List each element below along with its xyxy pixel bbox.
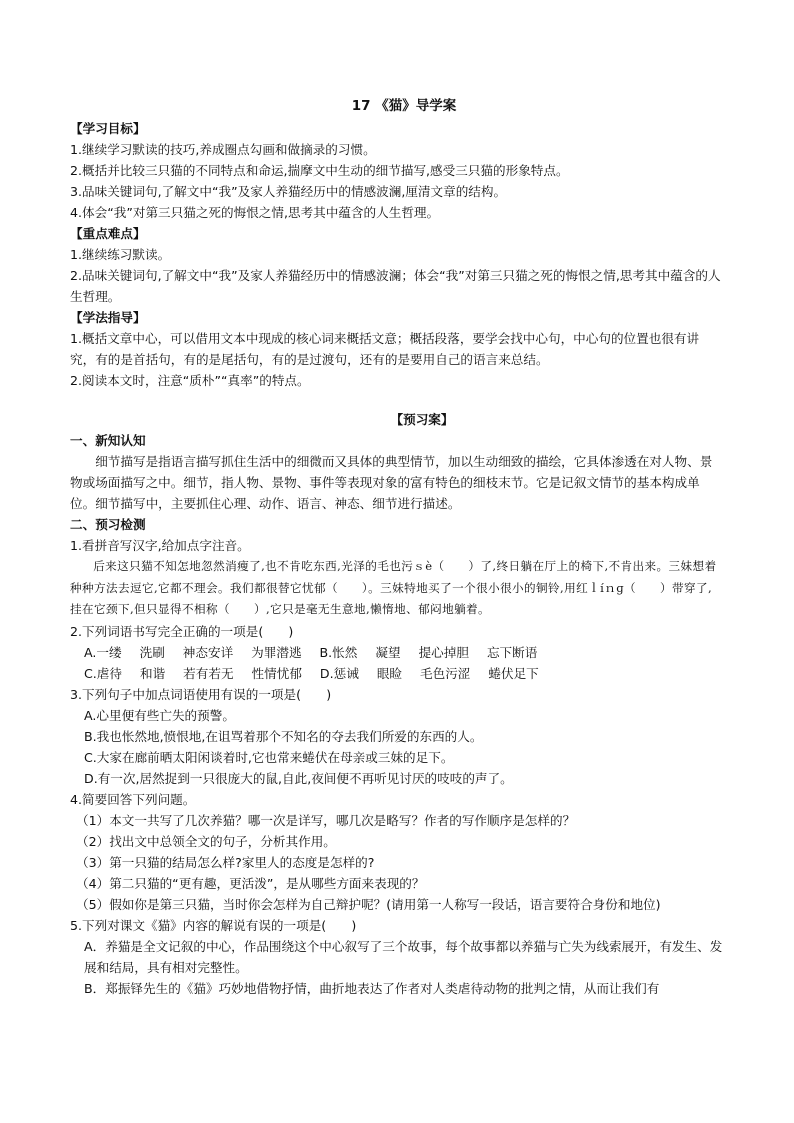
option-word: B.怅然 — [319, 644, 358, 660]
worksheet-page — [70, 96, 724, 999]
question-3-option-c: C.大家在廊前晒太阳闲谈着时,它也常来蜷伏在母亲或三妹的足下。 — [84, 749, 454, 765]
guide-item-1: 1.概括文章中心，可以借用文本中现成的核心词来概括文意；概括段落，要学会找中心句，中心句的位置也很有讲究，有的是首括句，有的是尾括句，有的是过渡句，还有的是要用自己的语言来总结。 — [70, 331, 700, 367]
option-word: D.惩诫 — [319, 665, 359, 681]
question-2-stem: 2.下列词语书写完全正确的一项是( ) — [70, 623, 294, 639]
key-item-2: 2.品味关键词句,了解文中“我”及家人养猫经历中的情感波澜；体会“我”对第三只猫之死的悔恨之情,思考其中蕴含的人生哲理。 — [70, 268, 721, 304]
question-1-stem: 1.看拼音写汉字,给加点字注音。 — [70, 538, 250, 553]
key-points-heading: 【重点难点】 — [70, 226, 146, 241]
preview-heading: 【预习案】 — [390, 412, 454, 427]
option-word: 为罪潜逃 — [251, 644, 302, 660]
option-word: 和谐 — [139, 665, 166, 681]
option-word: 忘下断语 — [486, 644, 538, 660]
goal-item-4: 4.体会“我”对第三只猫之死的悔恨之情,思考其中蕴含的人生哲理。 — [70, 205, 440, 220]
question-4-item-1: （1）本文一共写了几次养猫？哪一次是详写，哪几次是略写？作者的写作顺序是怎样的？ — [76, 812, 576, 828]
question-4-stem: 4.简要回答下列问题。 — [70, 791, 196, 807]
question-5-stem: 5.下列对课文《猫》内容的解说有误的一项是( ) — [70, 917, 357, 933]
goal-item-1: 1.继续学习默读的技巧,养成圈点勾画和做摘录的习惯。 — [70, 142, 376, 157]
option-word: 神态安详 — [182, 644, 234, 660]
option-word: 洗刷 — [139, 644, 165, 660]
option-word: 若有若无 — [183, 665, 234, 681]
option-word: 凝望 — [375, 644, 401, 660]
goals-heading: 【学习目标】 — [70, 121, 146, 136]
option-word: C.虐待 — [84, 665, 122, 681]
question-3-option-d: D.有一次,居然捉到一只很庞大的鼠,自此,夜间便不再听见讨厌的吱吱的声了。 — [84, 770, 513, 786]
new-knowledge-text: 细节描写是指语言描写抓住生活中的细微而又具体的典型情节，加以生动细致的描绘，它具体渗透在对人物、景物或场面描写之中。细节，指人物、景物、事件等表现对象的富有特色的细枝末节。它是记叙文情节的基本构成单位。细节描写中，主要抓住心理、动作、语言、神态、细节进行描述。 — [70, 454, 713, 511]
question-4-item-4: （4）第二只猫的“更有趣，更活泼”，是从哪些方面来表现的？ — [76, 875, 425, 891]
option-word: 眼睑 — [376, 665, 402, 681]
question-2-options-row-1 — [70, 642, 724, 663]
key-item-1: 1.继续练习默读。 — [70, 247, 171, 262]
question-5-option-b: B．郑振铎先生的《猫》巧妙地借物抒情，曲折地表达了作者对人类虐待动物的批判之情，从而让我们有 — [84, 980, 660, 996]
question-2-options-row-2 — [70, 663, 724, 684]
new-knowledge-heading: 一、新知认知 — [70, 433, 146, 448]
option-word: 提心掉胆 — [418, 644, 469, 660]
option-word: A.一缕 — [84, 644, 122, 660]
option-word: 毛色污涩 — [420, 665, 471, 681]
question-3-option-b: B.我也怅然地,愤恨地,在诅骂着那个不知名的夺去我们所爱的东西的人。 — [84, 728, 483, 744]
page-title: 17 《猫》导学案 — [351, 98, 457, 114]
question-1-passage: 后来这只猫不知怎地忽然消瘦了,也不肯吃东西,光泽的毛也污ｓè（ ）了,终日躺在厅上的椅下,不肯出来。三妹想着种种方法去逗它,它都不理会。我们都很替它忧郁（ ）。三妹特地买了一个很小很小的铜铃,用红ｌíｎɡ（ ）带穿了,挂在它颈下,但只显得不相称（ ）,它只是毫无生意地,懒惰地、郁闷地躺着。 — [70, 559, 717, 616]
preview-test-heading: 二、预习检测 — [70, 517, 146, 532]
question-4-item-2: （2）找出文中总领全文的句子，分析其作用。 — [76, 833, 336, 849]
question-3-option-a: A.心里便有些亡失的预警。 — [84, 707, 235, 723]
guide-item-2: 2.阅读本文时，注意“质朴”“真率”的特点。 — [70, 373, 310, 388]
option-word: 性情忧郁 — [251, 665, 302, 681]
question-4-item-3: （3）第一只猫的结局怎么样?家里人的态度是怎样的? — [76, 854, 375, 870]
method-guide-heading: 【学法指导】 — [70, 310, 146, 325]
option-word: 蜷伏足下 — [488, 665, 539, 681]
question-3-stem: 3.下列句子中加点词语使用有误的一项是( ) — [70, 686, 332, 702]
question-5-option-a: A．养猫是全文记叙的中心，作品围绕这个中心叙写了三个故事，每个故事都以养猫与亡失为线索展开，有发生、发展和结局，具有相对完整性。 — [84, 938, 723, 975]
goal-item-3: 3.品味关键词句,了解文中“我”及家人养猫经历中的情感波澜,厘清文章的结构。 — [70, 184, 507, 199]
question-4-item-5: （5）假如你是第三只猫，当时你会怎样为自己辩护呢？(请用第一人称写一段话，语言要符合身份和地位) — [76, 896, 661, 912]
goal-item-2: 2.概括并比较三只猫的不同特点和命运,揣摩文中生动的细节描写,感受三只猫的形象特点。 — [70, 163, 569, 178]
